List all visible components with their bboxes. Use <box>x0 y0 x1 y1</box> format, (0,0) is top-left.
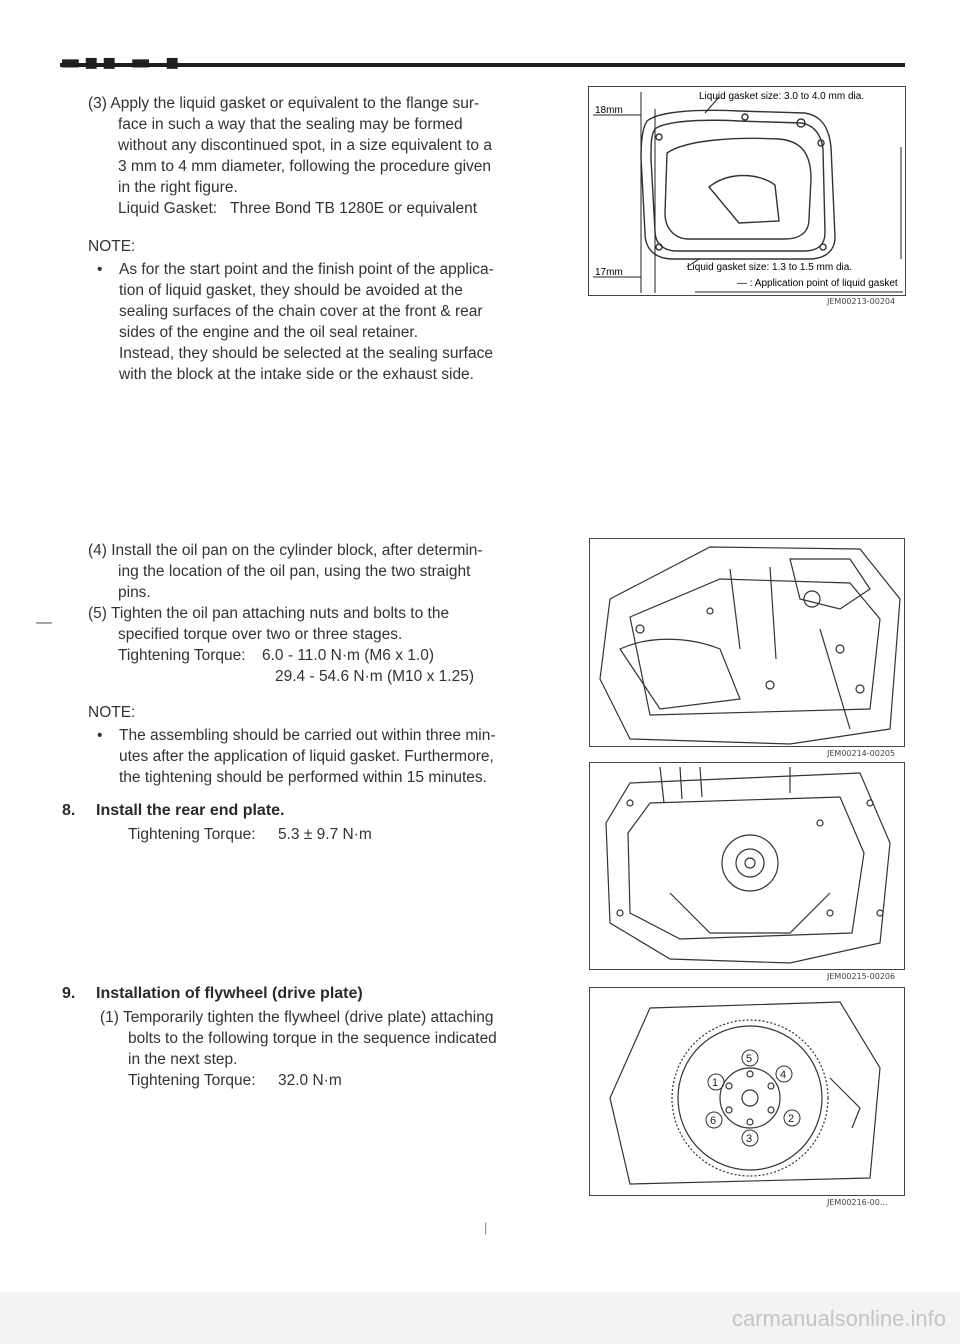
watermark: carmanualsonline.info <box>731 1306 946 1331</box>
application-point-legend: — : Application point of liquid gasket <box>737 278 898 289</box>
sequence-number: 1 <box>712 1077 719 1089</box>
note1-line: tion of liquid gasket, they should be avoided at the <box>119 282 463 299</box>
page-mark: | <box>484 1220 488 1235</box>
sequence-number: 5 <box>746 1053 753 1065</box>
note1-line: As for the start point and the finish point of the applica- <box>119 261 494 278</box>
step3-line: Apply the liquid gasket or equivalent to the flange sur- <box>110 95 480 112</box>
oil-pan-diagram <box>589 87 905 295</box>
oil-pan-install-figure <box>589 538 905 747</box>
flywheel-bolt-sequence-drawing <box>590 988 904 1195</box>
torque-label: Tightening Torque: <box>128 1072 256 1089</box>
figure3-code: JEM00215-00206 <box>827 972 896 981</box>
step4-block <box>88 540 548 603</box>
rear-end-plate-figure <box>589 762 905 970</box>
note1-line: sealing surfaces of the chain cover at the front & rear <box>119 303 483 320</box>
rear-end-plate-drawing <box>590 763 904 969</box>
flywheel-figure <box>589 987 905 1196</box>
step5-block <box>88 603 548 687</box>
step5-line: Tighten the oil pan attaching nuts and bolts to the <box>110 605 450 622</box>
step4-line: Install the oil pan on the cylinder block, after determin- <box>111 542 483 559</box>
top-rule <box>60 63 905 67</box>
note2-line: The assembling should be carried out within three min- <box>119 727 496 744</box>
torque-label: Tightening Torque: <box>118 647 246 664</box>
torque-value-m10: 29.4 - 54.6 N·m (M10 x 1.25) <box>275 668 474 685</box>
figure2-code: JEM00214-00205 <box>827 749 896 758</box>
gasket-spec-label: Liquid Gasket: <box>118 200 218 217</box>
bullet-dot: • <box>97 261 103 278</box>
note2-heading: NOTE: <box>88 704 136 721</box>
note2-line: utes after the application of liquid gasket. Furthermore, <box>119 748 494 765</box>
note2-line: the tightening should be performed within 15 minutes. <box>119 769 487 786</box>
dimension-18mm: 18mm <box>595 105 623 116</box>
figure1-code: JEM00213-00204 <box>827 297 896 306</box>
section9-line: in the next step. <box>128 1051 238 1068</box>
step3-label: (3) <box>88 95 111 112</box>
bullet-dot: • <box>97 727 103 744</box>
section8-number: 8. <box>62 802 76 819</box>
section8-title: Install the rear end plate. <box>96 802 285 819</box>
figure4-code: JEM00216-00... <box>827 1198 888 1207</box>
section9-step1 <box>100 1007 552 1091</box>
gasket-spec-value: Three Bond TB 1280E or equivalent <box>230 200 478 217</box>
sequence-number: 2 <box>788 1113 795 1125</box>
torque-label: Tightening Torque: <box>128 826 256 843</box>
step3-line: face in such a way that the sealing may be formed <box>118 116 463 133</box>
step4-line: ing the location of the oil pan, using the two straight <box>118 563 471 580</box>
engine-block-oil-pan-drawing <box>590 539 904 746</box>
step3-block <box>88 93 548 219</box>
step4-label: (4) <box>88 542 112 559</box>
gasket-size-top: Liquid gasket size: 3.0 to 4.0 mm dia. <box>699 91 865 102</box>
step3-line: without any discontinued spot, in a size equivalent to a <box>118 137 492 154</box>
step3-line: in the right figure. <box>118 179 238 196</box>
step3-line: 3 mm to 4 mm diameter, following the procedure given <box>118 158 492 175</box>
section9-title: Installation of flywheel (drive plate) <box>96 985 363 1002</box>
note2-bullet <box>97 725 557 788</box>
note1-line: sides of the engine and the oil seal retainer. <box>119 324 419 341</box>
sequence-number: 6 <box>710 1115 717 1127</box>
sequence-number: 4 <box>780 1069 787 1081</box>
oil-pan-gasket-figure <box>588 86 906 296</box>
section9-line: bolts to the following torque in the sequence indicated <box>128 1030 497 1047</box>
note1-bullet <box>97 259 557 385</box>
note1-heading: NOTE: <box>88 238 136 255</box>
section8-torque-value: 5.3 ± 9.7 N·m <box>278 826 372 843</box>
margin-dash: — <box>36 614 52 631</box>
section9-torque-value: 32.0 N·m <box>278 1072 342 1089</box>
step5-label: (5) <box>88 605 111 622</box>
dimension-17mm: 17mm <box>595 267 623 278</box>
section8-torque <box>128 824 372 845</box>
note1-line: with the block at the intake side or the exhaust side. <box>119 366 474 383</box>
section9-line: Temporarily tighten the flywheel (drive plate) attaching <box>122 1009 494 1026</box>
section8-heading <box>62 802 552 820</box>
section9-heading <box>62 985 552 1003</box>
note1-line: Instead, they should be selected at the sealing surface <box>119 345 493 362</box>
sequence-number: 3 <box>746 1133 753 1145</box>
section9-sub-label: (1) <box>100 1009 123 1026</box>
step4-line: pins. <box>118 584 151 601</box>
torque-value-m6: 6.0 - 11.0 N·m (M6 x 1.0) <box>262 647 434 664</box>
gasket-size-bottom: Liquid gasket size: 1.3 to 1.5 mm dia. <box>687 262 853 273</box>
section9-number: 9. <box>62 985 76 1002</box>
step5-line: specified torque over two or three stages. <box>118 626 403 643</box>
